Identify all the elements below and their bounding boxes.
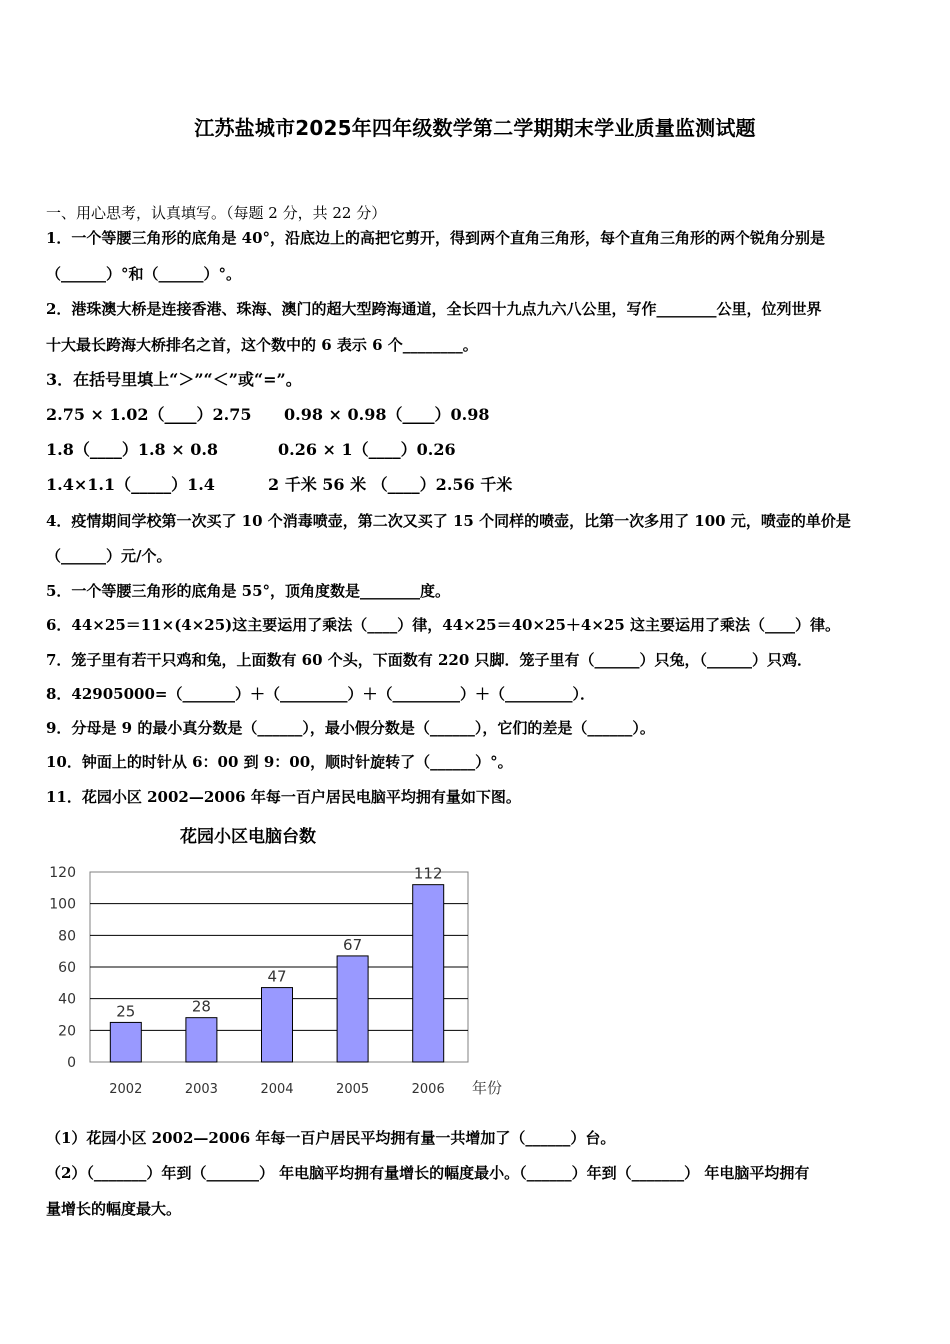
question-6: 6．44×25＝11×(4×25)这主要运用了乘法（____）律，44×25＝40×25＋4×25 这主要运用了乘法（____）律。 <box>46 616 841 634</box>
data-label: 47 <box>267 967 287 986</box>
question-3-intro: 3．在括号里填上“＞”“＜”或“=”。 <box>46 370 302 389</box>
question-9: 9．分母是 9 的最小真分数是（______），最小假分数是（______），它们的差是（______）。 <box>46 719 655 737</box>
question-2-line-2: 十大最长跨海大桥排名之首，这个数中的 6 表示 6 个________。 <box>46 336 478 354</box>
y-tick-label: 60 <box>58 960 76 976</box>
question-11-intro: 11．花园小区 2002—2006 年每一百户居民电脑平均拥有量如下图。 <box>46 788 521 806</box>
bar <box>413 885 444 1062</box>
question-5: 5．一个等腰三角形的底角是 55°，顶角度数是________度。 <box>46 582 451 600</box>
bar <box>337 956 368 1062</box>
compare-item: 0.26 × 1（____）0.26 <box>278 440 456 459</box>
compare-item: 1.4×1.1（_____）1.4 <box>46 475 215 494</box>
data-label: 28 <box>191 997 211 1016</box>
section-heading: 一、用心思考，认真填写。（每题 2 分，共 22 分） <box>46 204 387 222</box>
compare-item: 1.8（____）1.8 × 0.8 <box>46 440 219 459</box>
x-tick-label: 2005 <box>336 1082 370 1097</box>
x-axis-label: 年份 <box>472 1079 503 1097</box>
question-11-sub-2-line-1: （2）（_______）年到（_______） 年电脑平均拥有量增长的幅度最小。（______）年到（_______） 年电脑平均拥有 <box>46 1164 810 1182</box>
data-label: 67 <box>343 935 363 954</box>
question-4-line-2: （______）元/个。 <box>46 547 172 565</box>
question-1-line-2: （______）°和（______）°。 <box>46 265 242 283</box>
question-3-row-2 <box>46 440 456 460</box>
compare-item: 2.75 × 1.02（____）2.75 <box>46 405 252 424</box>
question-8: 8．42905000=（_______）＋（_________）＋（_________）＋（_________）． <box>46 685 596 703</box>
x-tick-label: 2003 <box>184 1082 218 1097</box>
bar <box>110 1022 141 1062</box>
question-4-line-1: 4．疫情期间学校第一次买了 10 个消毒喷壶，第二次又买了 15 个同样的喷壶，比第一次多用了 100 元，喷壶的单价是 <box>46 512 851 530</box>
y-tick-label: 100 <box>49 896 76 913</box>
question-2-line-1: 2．港珠澳大桥是连接香港、珠海、澳门的超大型跨海通道，全长四十九点九六八公里，写作________公里，位列世界 <box>46 300 822 318</box>
chart-title: 花园小区电脑台数 <box>180 827 316 847</box>
question-11-sub-2-line-2: 量增长的幅度最大。 <box>46 1200 182 1218</box>
y-tick-label: 80 <box>58 928 76 945</box>
compare-item: 2 千米 56 米 （____）2.56 千米 <box>268 475 513 494</box>
y-tick-label: 40 <box>58 991 76 1008</box>
x-tick-label: 2002 <box>109 1082 143 1097</box>
bar <box>186 1018 217 1062</box>
question-11-sub-1: （1）花园小区 2002—2006 年每一百户居民平均拥有量一共增加了（______）台。 <box>46 1129 616 1147</box>
question-3-row-1 <box>46 405 489 425</box>
question-1-line-1: 1．一个等腰三角形的底角是 40°，沿底边上的高把它剪开，得到两个直角三角形，每个直角三角形的两个锐角分别是 <box>46 229 826 247</box>
data-label: 112 <box>413 864 443 883</box>
x-tick-label: 2004 <box>260 1082 294 1097</box>
y-tick-label: 120 <box>49 865 76 881</box>
question-7: 7．笼子里有若干只鸡和兔，上面数有 60 个头，下面数有 220 只脚．笼子里有（______）只兔，（______）只鸡． <box>46 651 813 669</box>
bar <box>262 988 293 1062</box>
bar-chart <box>36 858 536 1103</box>
y-tick-label: 20 <box>58 1023 76 1040</box>
y-tick-label: 0 <box>67 1055 76 1071</box>
data-label: 25 <box>116 1002 136 1021</box>
question-3-row-3 <box>46 475 512 495</box>
page-title: 江苏盐城市2025年四年级数学第二学期期末学业质量监测试题 <box>194 116 756 140</box>
question-10: 10．钟面上的时针从 6：00 到 9：00，顺时针旋转了（______）°。 <box>46 753 513 771</box>
compare-item: 0.98 × 0.98（____）0.98 <box>284 405 490 424</box>
x-tick-label: 2006 <box>411 1082 445 1097</box>
